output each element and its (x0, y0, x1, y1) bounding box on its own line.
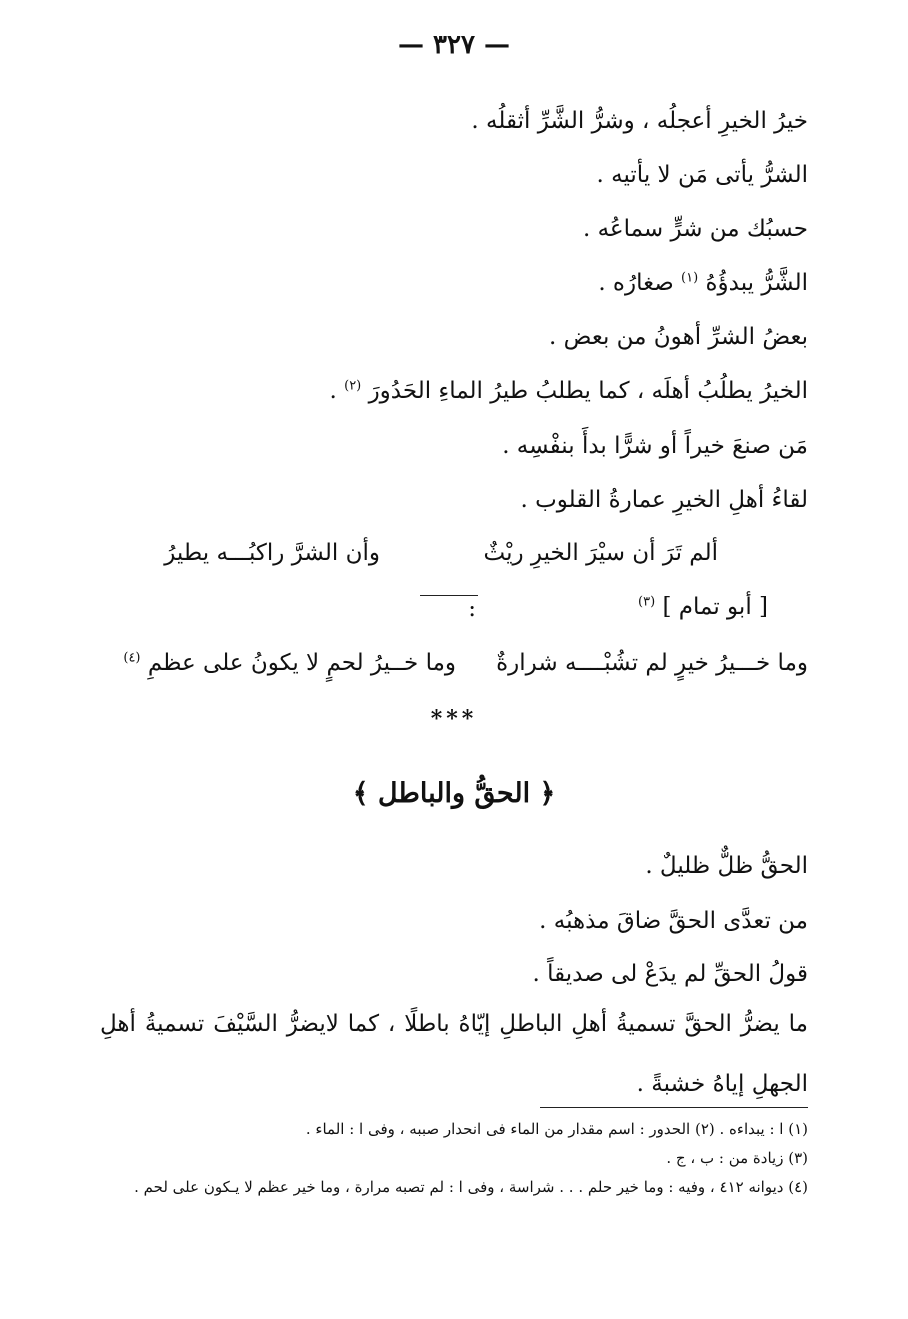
proverb-line (532, 961, 808, 989)
proverb-line (583, 216, 808, 244)
proverb-line (549, 324, 808, 352)
verse-first-hemistich: وما خـــيرُ خيرٍ لم تشُبْــــه شرارةٌ (496, 650, 808, 676)
section-separator: *** (430, 706, 478, 732)
footnote-marker: (٢) (344, 378, 362, 394)
footnote-line: (١) ا : يبداءه . (٢) الحدور : اسم مقدار من الماء فى انحدار صببه ، وفى ا : الماء . (305, 1120, 808, 1138)
proverb-text: الشَّرُّ يبدؤُهُ (705, 270, 808, 296)
attribution-colon: : (468, 596, 476, 622)
proverb-line (598, 270, 808, 298)
proverb-line (502, 433, 808, 461)
prose-paragraph: ما يضرُّ الحقَّ تسميةُ أهلِ الباطلِ إيّاهُ باطلًا ، كما لايضرُّ السَّيْفَ تسميةُ أهلِ الجهلِ إياهُ خشبةً . (100, 1011, 808, 1097)
verse-second-hemistich: وما خــيرُ لحمٍ لا يكونُ على عظمِ $^{(٤)}$ (123, 650, 456, 676)
footnote-marker: (٤) (123, 650, 141, 666)
proverb-text: خيرُ الخيرِ أعجلُه ، وشرُّ الشَّرِّ أثقلُه . (471, 108, 808, 134)
proverb-text: من تعدَّى الحقَّ ضاقَ مذهبُه . (539, 908, 808, 934)
proverb-line (597, 162, 808, 190)
proverb-text: الشرُّ يأتى مَن لا يأتيه . (596, 162, 808, 188)
proverb-line (539, 908, 808, 936)
attribution-name: [ أبو تمام ] (662, 594, 768, 620)
footnote-marker: (٣) (638, 594, 656, 610)
proverb-line (520, 487, 808, 515)
section-title: ﴿ الحقُّ والباطل ﴾ (352, 778, 556, 809)
proverb-text: مَن صنعَ خيراً أو شرًّا بدأَ بنفْسِه . (502, 433, 808, 459)
proverb-text: قولُ الحقِّ لم يدَعْ لى صديقاً . (532, 961, 808, 987)
footnote-divider (540, 1107, 808, 1108)
poem-verse (100, 650, 808, 682)
proverb-text: بعضُ الشرِّ أهونُ من بعض . (549, 324, 808, 350)
proverb-text: لقاءُ أهلِ الخيرِ عمارةُ القلوب . (520, 487, 808, 513)
poem-verse (100, 540, 808, 572)
verse-first-hemistich: ألم تَرَ أن سيْرَ الخيرِ ريْثٌ (483, 540, 718, 566)
proverb-line (471, 108, 808, 136)
footnote-line: (٣) زيادة من : ب ، ج . (666, 1149, 808, 1167)
footnote-marker: (١) (681, 270, 699, 286)
proverb-text: الخيرُ يطلُبُ أهلَه ، كما يطلبُ طيرُ الماءِ الحَدُورَ (368, 378, 808, 404)
page-number: — ٣٢٧ — (397, 30, 511, 60)
attribution-line (638, 594, 768, 622)
proverb-text-cont: . (329, 378, 337, 404)
proverb-line (645, 853, 808, 881)
proverb-line (329, 378, 808, 406)
proverb-text: حسبُك من شرٍّ سماعُه . (582, 216, 808, 242)
proverb-text: الحقُّ ظلٌّ ظليلٌ . (645, 853, 808, 879)
footnote-line: (٤) ديوانه ٤١٢ ، وفيه : وما خير حلم . . . شراسة ، وفى ا : لم تصبه مرارة ، وما خير عظم لا يـكون على لحم . (134, 1178, 808, 1196)
verse-second-hemistich: وأن الشرَّ راكبُـــه يطيرُ (164, 540, 380, 566)
proverb-text-cont: صغارُه . (598, 270, 674, 296)
